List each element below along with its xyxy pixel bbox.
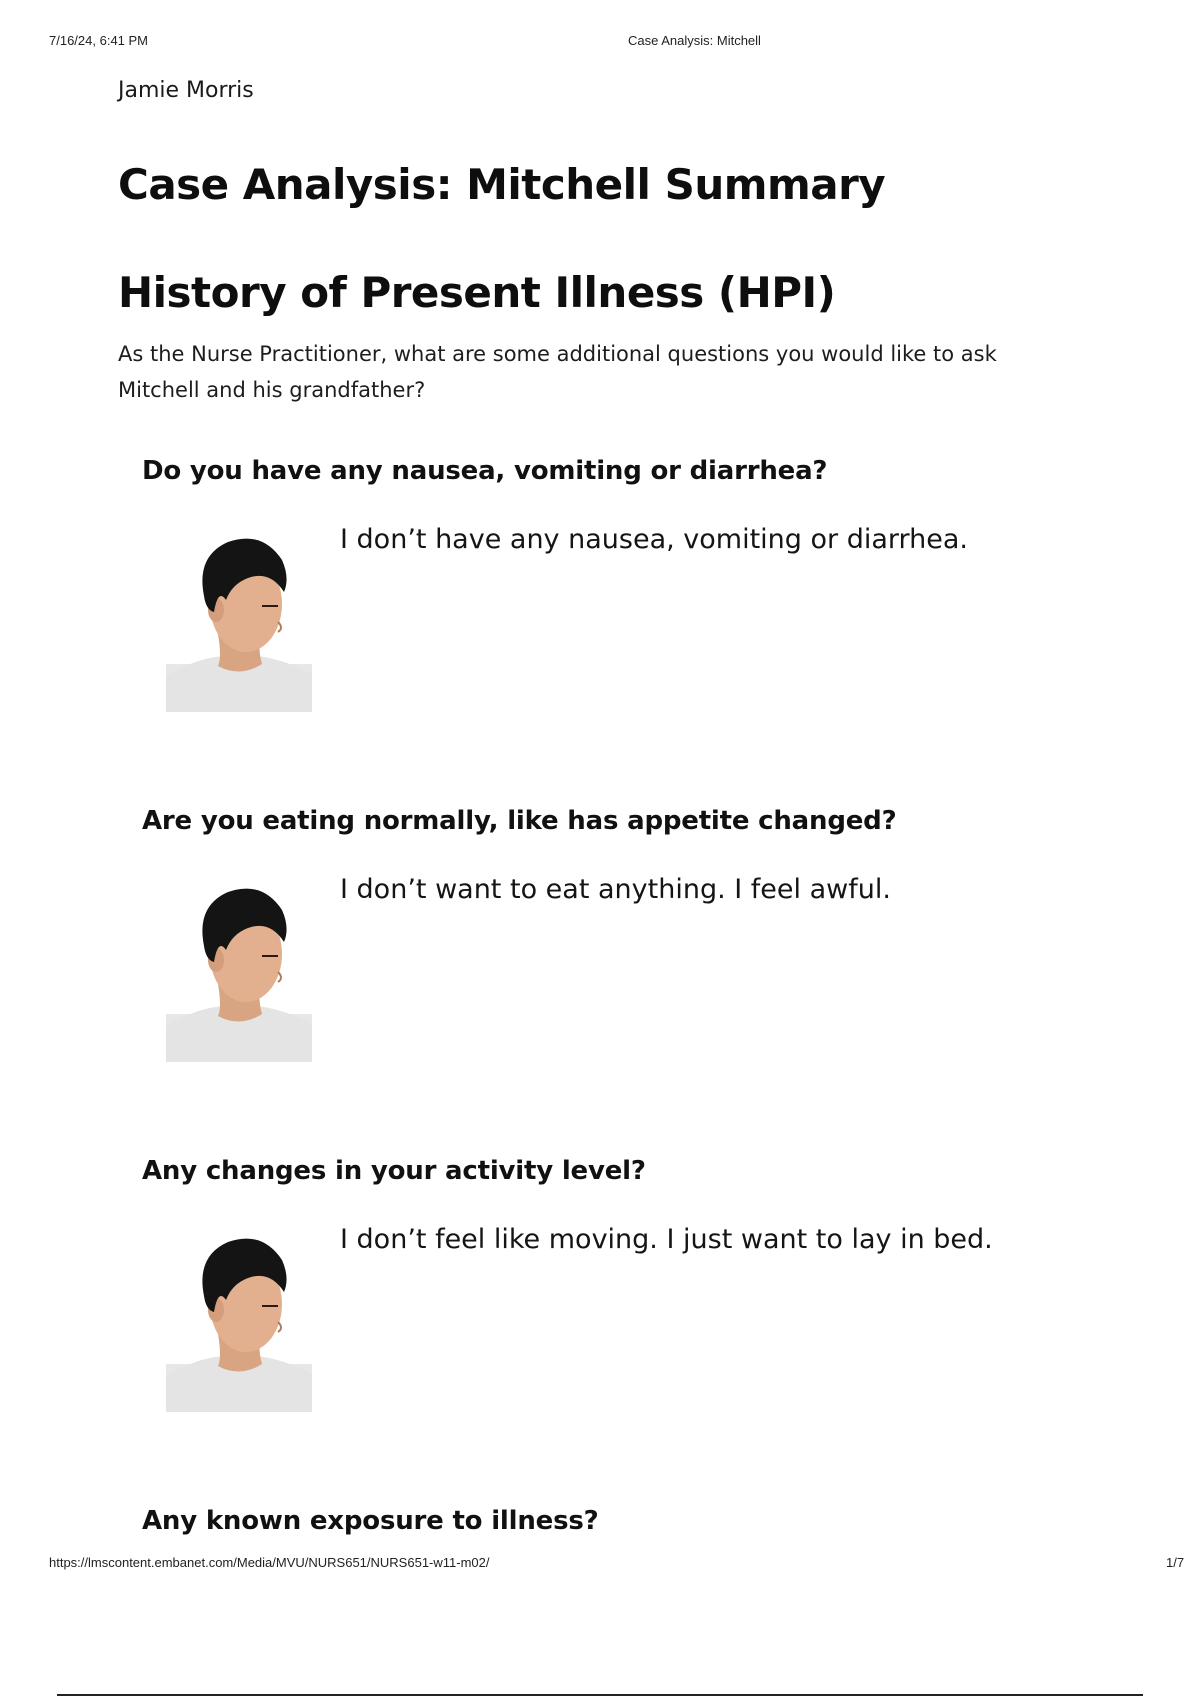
answer-text: I don’t want to eat anything. I feel awful. — [340, 874, 891, 905]
qa-item — [142, 1506, 1042, 1536]
section-intro: As the Nurse Practitioner, what are some additional questions you would like to ask Mitchell and his grandfather? — [118, 342, 997, 402]
answer-text: I don’t have any nausea, vomiting or diarrhea. — [340, 524, 968, 555]
answer-row — [142, 1186, 1042, 1416]
document-title: Case Analysis: Mitchell Summary — [118, 160, 886, 209]
qa-item — [142, 806, 1042, 1066]
print-header-datetime: 7/16/24, 6:41 PM — [49, 33, 149, 48]
bottom-divider — [57, 1694, 1143, 1696]
print-footer-page-number: 1/7 — [1166, 1555, 1185, 1570]
question-text: Any changes in your activity level? — [142, 1156, 646, 1186]
qa-item — [142, 1156, 1042, 1416]
answer-row — [142, 486, 1042, 716]
question-text: Do you have any nausea, vomiting or diarrhea? — [142, 456, 828, 486]
qa-item — [142, 456, 1042, 716]
patient-portrait-image — [166, 876, 312, 1062]
patient-portrait-image — [166, 1226, 312, 1412]
section-heading-hpi: History of Present Illness (HPI) — [118, 268, 836, 317]
question-text: Are you eating normally, like has appetite changed? — [142, 806, 897, 836]
answer-row — [142, 836, 1042, 1066]
print-header-page-title: Case Analysis: Mitchell — [628, 33, 761, 48]
question-text: Any known exposure to illness? — [142, 1506, 599, 1536]
answer-text: I don’t feel like moving. I just want to lay in bed. — [340, 1224, 993, 1255]
author-name: Jamie Morris — [118, 78, 254, 103]
patient-portrait-image — [166, 526, 312, 712]
print-footer-url: https://lmscontent.embanet.com/Media/MVU/NURS651/NURS651-w11-m02/ — [49, 1555, 490, 1570]
